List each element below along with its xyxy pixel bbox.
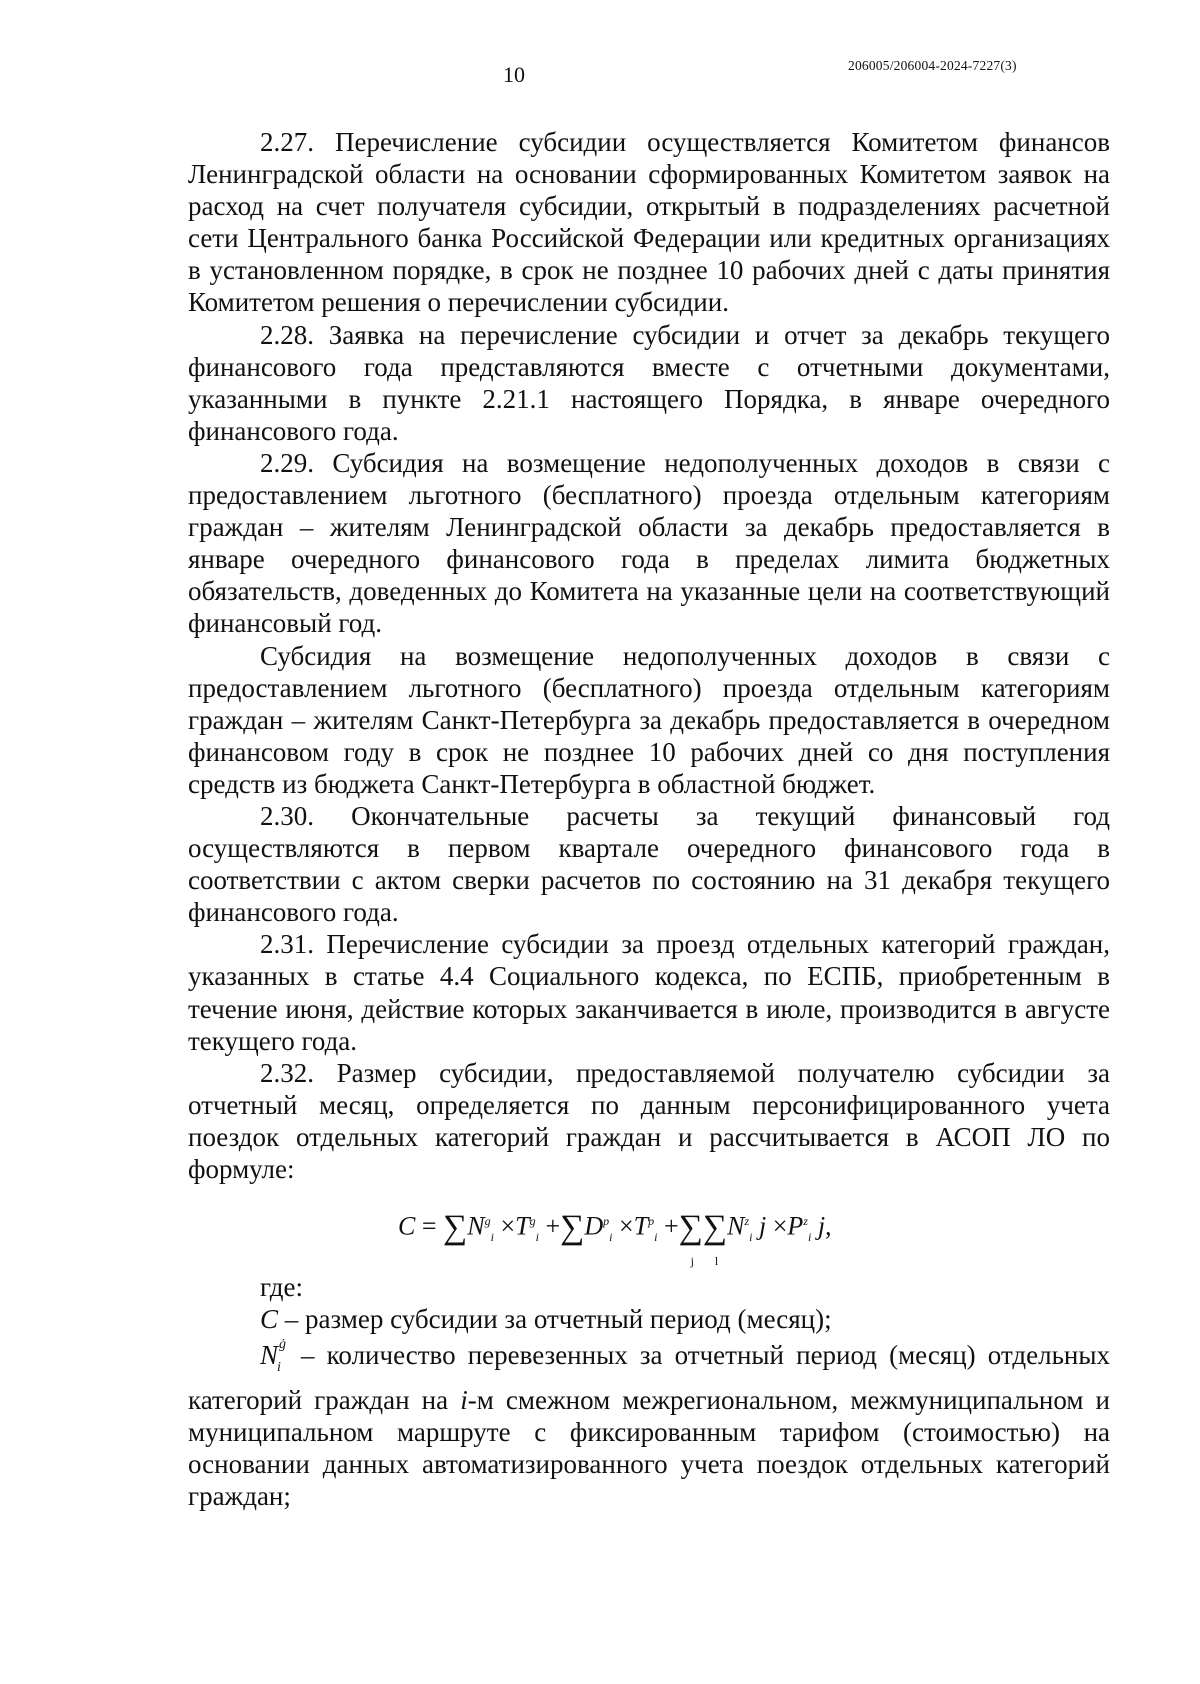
paragraph-2-29: 2.29. Субсидия на возмещение недополученных доходов в связи с предоставлением льготного (бесплатного) проезда отдельным категориям граждан – жителям Ленинградской области за декабрь предоставляется в январе очередного финансового года в пределах лимита бюджетных обязательств, доведенных до Комитета на указанные цели на соответствующий финансовый год. — [188, 447, 1110, 639]
document-id: 206005/206004-2024-7227(3) — [848, 58, 1017, 73]
page-number: 10 — [503, 62, 525, 87]
definition-c: C – размер субсидии за отчетный период (месяц); — [260, 1304, 832, 1335]
paragraph-2-29-spb: Субсидия на возмещение недополученных доходов в связи с предоставлением льготного (бесплатного) проезда отдельным категориям граждан – жителям Санкт-Петербурга за декабрь предоставляется в очередном финансовом году в срок не позднее 10 рабочих дней со дня поступления средств из бюджета Санкт-Петербурга в областной бюджет. — [188, 640, 1110, 799]
paragraph-2-30: 2.30. Окончательные расчеты за текущий финансовый год осуществляются в первом квартале очередного финансового года в соответствии с актом сверки расчетов по состоянию на 31 декабря текущего финансового года. — [188, 800, 1110, 928]
paragraph-2-31: 2.31. Перечисление субсидии за проезд отдельных категорий граждан, указанных в статье 4.4 Социального кодекса, по ЕСПБ, приобретенным в течение июня, действие которых заканчивается в июле, производится в августе текущего года. — [188, 929, 1110, 1056]
document-body — [188, 126, 1110, 1512]
definition-n-g: $N^ġ_i$ – количество перевезенных за отчетный период (месяц) отдельных категорий граждан на i-м смежном межрегиональном, межмуниципальном и муниципальном маршруте с фиксированным тарифом (стоимостью) на основании данных автоматизированного учета поездок отдельных категорий граждан; — [188, 1337, 1110, 1512]
paragraph-2-32: 2.32. Размер субсидии, предоставляемой получателю субсидии за отчетный месяц, определяется по данным персонифицированного учета поездок отдельных категорий граждан и рассчитывается в АСОП ЛО по формуле: — [188, 1057, 1110, 1184]
subsidy-formula: $C = \sum N^g_i \times T^g_i +\sum D^p_i \times T^p_i$ +∑ j ∑ l $N^z_i$ $j \times P^z_i$ j, — [398, 1208, 832, 1268]
paragraph-2-28: 2.28. Заявка на перечисление субсидии и отчет за декабрь текущего финансового года представляются вместе с отчетными документами, указанными в пункте 2.21.1 настоящего Порядка, в январе очередного финансового года. — [188, 319, 1110, 446]
subsidy-formula-block — [188, 1205, 1110, 1267]
paragraph-2-27: 2.27. Перечисление субсидии осуществляется Комитетом финансов Ленинградской области на основании сформированных Комитетом заявок на расход на счет получателя субсидии, открытый в подразделениях расчетной сети Центрального банка Российской Федерации или кредитных организациях в установленном порядке, в срок не позднее 10 рабочих дней с даты принятия Комитетом решения о перечислении субсидии. — [188, 127, 1110, 318]
where-label: где: — [260, 1272, 303, 1303]
